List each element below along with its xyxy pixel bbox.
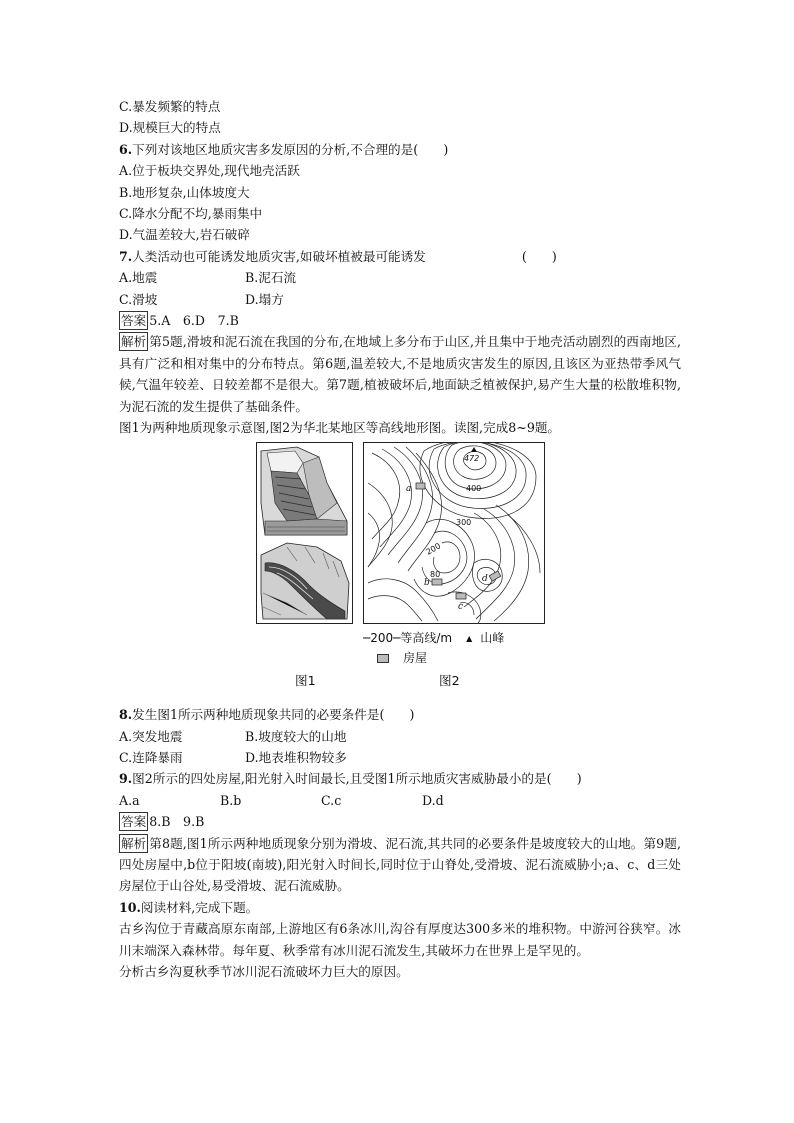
q7-stem: 人类活动也可能诱发地质灾害,如破坏植被最可能诱发: [132, 248, 426, 264]
figure1-illustration: [257, 443, 352, 623]
house-b-label: b: [424, 578, 430, 589]
q5-option-d: D.规模巨大的特点: [119, 120, 221, 136]
explanation-text-2: 第8题,图1所示两种地质现象分别为滑坡、泥石流,其共同的必要条件是坡度较大的山地。第9题,四处房屋中,b位于阳坡(南坡),阳光射入时间长,同时位于山脊处,受滑坡、泥石流威胁小;a、c、d三处房屋位于山谷处,易受滑坡、泥石流威胁。: [119, 835, 681, 894]
q7-option-c: C.滑坡: [119, 291, 158, 307]
answer-text-2: 8.B 9.B: [149, 814, 205, 830]
answer-text: 5.A 6.D 7.B: [149, 312, 239, 328]
question-10: [119, 897, 681, 918]
house-c-label: c: [458, 602, 464, 613]
contour-label-80: 80: [430, 570, 441, 580]
figure2-caption: 图2: [439, 673, 460, 689]
q7-options-row2: [119, 289, 681, 310]
q10-stem: 阅读材料,完成下题。: [140, 899, 259, 915]
question-6: [119, 139, 681, 160]
q9-option-d: D.d: [422, 792, 444, 808]
q8-stem: 发生图1所示两种地质现象共同的必要条件是( ): [132, 707, 415, 723]
q8-option-d: D.地表堆积物较多: [245, 750, 347, 766]
q7-options-row1: [119, 267, 681, 288]
explanation-8-9: [119, 833, 681, 897]
legend-house-icon: [377, 654, 389, 663]
contour-label-400: 400: [466, 484, 482, 494]
legend-peak: 山峰: [480, 631, 505, 646]
house-a-label: a: [406, 484, 412, 495]
contour-label-300: 300: [456, 518, 472, 528]
question-9: [119, 768, 681, 789]
map-legend-row1: [363, 628, 504, 650]
figure-block: [119, 442, 681, 698]
q6-number: 6.: [119, 141, 133, 157]
answer-tag-2: 答案: [121, 814, 147, 830]
house-a-symbol: [416, 483, 425, 489]
explanation-text: 第5题,滑坡和泥石流在我国的分布,在地域上多分布于山区,并且集中于地壳活动剧烈的西南地区,具有广泛和相对集中的分布特点。第6题,温差较大,不是地质灾害发生的原因,且该区为亚热带季风气候,气温年较差、日较差都不是很大。第7题,植被破坏后,地面缺乏植被保护,易产生大量的松散堆积物,为泥石流的发生提供了基础条件。: [119, 334, 681, 414]
q9-option-a: A.a: [119, 792, 140, 808]
house-c-symbol: [456, 593, 466, 599]
answer-5-7: [119, 310, 681, 331]
q7-answer-paren: ( ): [521, 248, 557, 264]
contour-map-svg: [364, 443, 544, 623]
explanation-tag: 解析: [121, 334, 147, 350]
q7-option-d: D.塌方: [245, 291, 284, 307]
q8-options-row1: [119, 726, 681, 747]
answer-tag: 答案: [121, 312, 147, 328]
figure1-landslide-debris-flow: [256, 442, 353, 624]
q6-option-c: C.降水分配不均,暴雨集中: [119, 205, 263, 221]
legend-contour: ─200─等高线/m: [363, 631, 453, 646]
q5-option-c: C.暴发频繁的特点: [119, 99, 221, 114]
figure1-caption: 图1: [295, 673, 316, 689]
q7-option-a: A.地震: [119, 270, 158, 286]
q6-option-d: D.气温差较大,岩石破碎: [119, 227, 250, 243]
q6-option-a: A.位于板块交界处,现代地壳活跃: [119, 163, 300, 179]
explanation-5-7: [119, 331, 681, 417]
q7-number: 7.: [119, 248, 133, 264]
q9-option-c: C.c: [321, 792, 342, 808]
house-d-symbol: [489, 571, 501, 581]
q8-number: 8.: [119, 707, 133, 723]
figure-intro: 图1为两种地质现象示意图,图2为华北某地区等高线地形图。读图,完成8~9题。: [119, 419, 561, 435]
peak-elevation-label: 472: [464, 454, 480, 464]
question-7: [119, 246, 681, 267]
answer-8-9: [119, 811, 681, 832]
q10-question: 分析古乡沟夏秋季节冰川泥石流破坏力巨大的原因。: [119, 964, 409, 980]
house-d-label: d: [482, 574, 488, 585]
peak-symbol: [471, 447, 477, 452]
q9-options: [119, 790, 681, 811]
q8-option-a: A.突发地震: [119, 728, 183, 744]
q8-options-row2: [119, 747, 681, 768]
q10-material: 古乡沟位于青藏高原东南部,上游地区有6条冰川,沟谷有厚度达300多米的堆积物。中游河谷狭窄。冰川末端深入森林带。每年夏、秋季常有冰川泥石流发生,其破坏力在世界上是罕见的。: [119, 921, 681, 958]
q8-option-c: C.连降暴雨: [119, 750, 183, 766]
explanation-tag-2: 解析: [121, 835, 147, 851]
q8-option-b: B.坡度较大的山地: [245, 728, 347, 744]
q9-number: 9.: [119, 771, 133, 787]
map-legend-row2: [377, 648, 427, 669]
figure2-contour-map: [363, 442, 545, 624]
q10-number: 10.: [119, 899, 141, 915]
question-content: [119, 96, 681, 982]
q9-stem: 图2所示的四处房屋,阳光射入时间最长,且受图1所示地质灾害威胁最小的是( ): [132, 771, 582, 787]
house-b-symbol: [432, 579, 442, 585]
q6-stem: 下列对该地区地质灾害多发原因的分析,不合理的是( ): [132, 141, 449, 157]
q7-option-b: B.泥石流: [245, 270, 297, 286]
question-8: [119, 704, 681, 725]
contour-label-200: 200: [424, 541, 443, 558]
legend-house: 房屋: [403, 651, 428, 666]
q6-option-b: B.地形复杂,山体坡度大: [119, 184, 250, 200]
q9-option-b: B.b: [220, 792, 242, 808]
legend-peak-icon: ▲: [466, 634, 473, 644]
